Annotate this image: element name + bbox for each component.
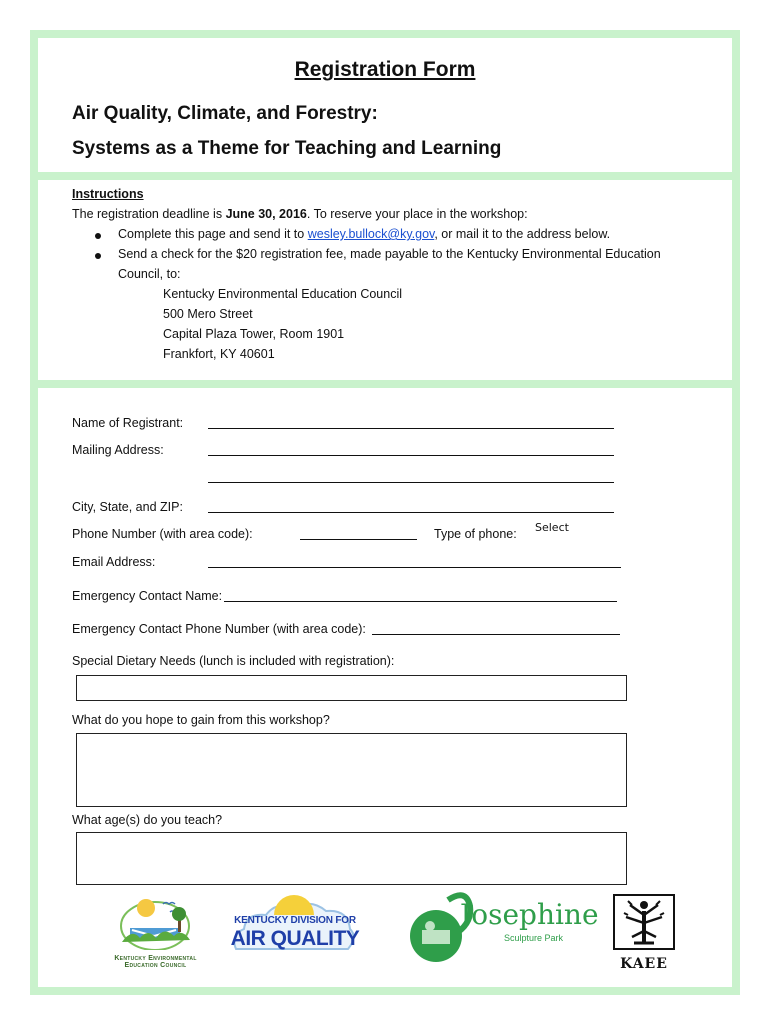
section-divider-middle	[30, 380, 740, 388]
kaee-tree-icon	[612, 893, 676, 951]
emergency-contact-name-field[interactable]	[224, 601, 617, 602]
name-label: Name of Registrant:	[72, 416, 184, 430]
address-line: 500 Mero Street	[163, 307, 253, 321]
bullet-dot	[95, 233, 101, 239]
kaee-logo	[612, 893, 676, 973]
address-line: Capital Plaza Tower, Room 1901	[163, 327, 345, 341]
deadline-date: June 30, 2016	[225, 207, 307, 221]
city-state-zip-field[interactable]	[208, 512, 614, 513]
instruction-bullet-check: Send a check for the $20 registration fee, made payable to the Kentucky Environmental Education	[118, 247, 661, 261]
keec-logo-text-2: Education Council	[124, 962, 187, 969]
kentucky-daq-logo	[230, 893, 360, 963]
keec-emblem-icon	[108, 890, 203, 950]
address-line: Kentucky Environmental Education Council	[163, 287, 403, 301]
mailing-address-field-2[interactable]	[208, 482, 614, 483]
mailing-address-field[interactable]	[208, 455, 614, 456]
phone-type-select[interactable]: Select	[535, 521, 569, 534]
mailing-address-label: Mailing Address:	[72, 443, 164, 457]
keec-logo	[108, 890, 203, 972]
emergency-phone-label: Emergency Contact Phone Number (with area code):	[72, 622, 366, 636]
section-divider-top	[30, 172, 740, 180]
dietary-needs-label: Special Dietary Needs (lunch is included with registration):	[72, 654, 395, 668]
workshop-goals-input[interactable]	[76, 733, 627, 807]
instruction-bullet-check-cont: Council, to:	[118, 267, 181, 281]
daq-logo-line1: KENTUCKY DIVISION FOR	[234, 915, 356, 926]
deadline-text: The registration deadline is June 30, 2016. To reserve your place in the workshop:	[72, 207, 528, 221]
daq-logo-line2: AIR QUALITY	[230, 927, 360, 950]
email-field[interactable]	[208, 567, 621, 568]
phone-label: Phone Number (with area code):	[72, 527, 253, 541]
emergency-contact-name-label: Emergency Contact Name:	[72, 589, 223, 603]
email-link[interactable]: wesley.bullock@ky.gov	[307, 227, 435, 241]
emergency-phone-field[interactable]	[372, 634, 620, 635]
address-line: Frankfort, KY 40601	[163, 347, 275, 361]
instructions-heading: Instructions	[72, 187, 144, 201]
workshop-goals-label: What do you hope to gain from this workshop?	[72, 713, 330, 727]
bullet-dot	[95, 253, 101, 259]
josephine-logo-name: Josephine	[460, 898, 599, 931]
ages-taught-input[interactable]	[76, 832, 627, 885]
keec-logo-text: Kentucky Environmental	[114, 955, 197, 962]
phone-type-label: Type of phone:	[434, 527, 517, 541]
phone-field[interactable]	[300, 539, 417, 540]
ages-taught-label: What age(s) do you teach?	[72, 813, 223, 827]
josephine-sculpture-park-logo	[408, 890, 599, 970]
instruction-bullet-email: Complete this page and send it to wesley.bullock@ky.gov, or mail it to the address below.	[118, 227, 611, 241]
josephine-logo-sub: Sculpture Park	[504, 933, 564, 943]
email-label: Email Address:	[72, 555, 156, 569]
dietary-needs-input[interactable]	[76, 675, 627, 701]
kaee-logo-text: KAEE	[620, 956, 668, 972]
city-state-zip-label: City, State, and ZIP:	[72, 500, 183, 514]
workshop-subtitle: Systems as a Theme for Teaching and Learning	[72, 138, 502, 159]
page-title: Registration Form	[294, 58, 476, 81]
name-field[interactable]	[208, 428, 614, 429]
workshop-title: Air Quality, Climate, and Forestry:	[72, 103, 378, 124]
